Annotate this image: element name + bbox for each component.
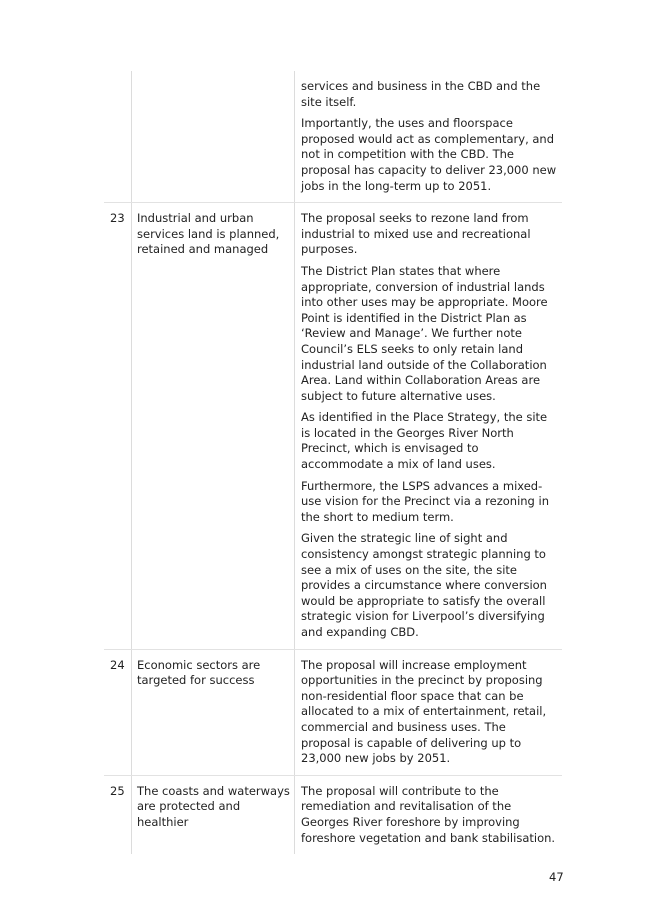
assessment-comment xyxy=(295,71,562,202)
comment-paragraph: The District Plan states that where appropriate, conversion of industrial lands into other uses may be appropriate. Moore Point is identified in the District Plan as ‘Review and Manage’. We further note Council’s ELS seeks to only retain land industrial land outside of the Collaboration Area. Land within Collaboration Areas are subject to future alternative uses. xyxy=(301,263,548,403)
row-number: 23 xyxy=(104,203,132,648)
row-number: 24 xyxy=(104,650,132,775)
comment-paragraph: Given the strategic line of sight and consistency amongst strategic planning to see a mix of uses on the site, the site provides a circumstance where conversion would be appropriate to satisfy the overall strategic vision for Liverpool’s diversifying and expanding CBD. xyxy=(301,531,547,639)
table-row xyxy=(104,650,562,776)
table-row xyxy=(104,203,562,649)
assessment-comment xyxy=(295,650,562,775)
planning-priority xyxy=(132,71,295,202)
planning-assessment-table xyxy=(104,71,562,854)
row-number: 25 xyxy=(104,776,132,854)
assessment-comment xyxy=(295,776,562,854)
assessment-comment xyxy=(295,203,562,648)
page-number: 47 xyxy=(549,870,564,884)
row-number xyxy=(104,71,132,202)
comment-paragraph: services and business in the CBD and the site itself. xyxy=(301,79,541,109)
comment-paragraph: The proposal will increase employment opportunities in the precinct by proposing non-residential floor space that can be allocated to a mix of entertainment, retail, commercial and business uses. The proposal is capable of delivering up to 23,000 new jobs by 2051. xyxy=(301,657,547,766)
comment-paragraph: The proposal seeks to rezone land from industrial to mixed use and recreational purposes. xyxy=(301,211,531,257)
comment-paragraph: As identified in the Place Strategy, the site is located in the Georges River North Precinct, which is envisaged to accommodate a mix of land uses. xyxy=(301,410,548,472)
comment-paragraph: Importantly, the uses and floorspace proposed would act as complementary, and not in competition with the CBD. The proposal has capacity to deliver 23,000 new jobs in the long-term up to 2051. xyxy=(301,116,557,193)
table-row xyxy=(104,71,562,203)
comment-paragraph: The proposal will contribute to the remediation and revitalisation of the Georges River foreshore by improving foreshore vegetation and bank stabilisation. xyxy=(301,783,556,845)
table-row xyxy=(104,776,562,854)
planning-priority: Industrial and urban services land is planned, retained and managed xyxy=(132,203,295,648)
planning-priority: Economic sectors are targeted for success xyxy=(132,650,295,775)
planning-priority: The coasts and waterways are protected and healthier xyxy=(132,776,295,854)
comment-paragraph: Furthermore, the LSPS advances a mixed-use vision for the Precinct via a rezoning in the short to medium term. xyxy=(301,478,549,524)
